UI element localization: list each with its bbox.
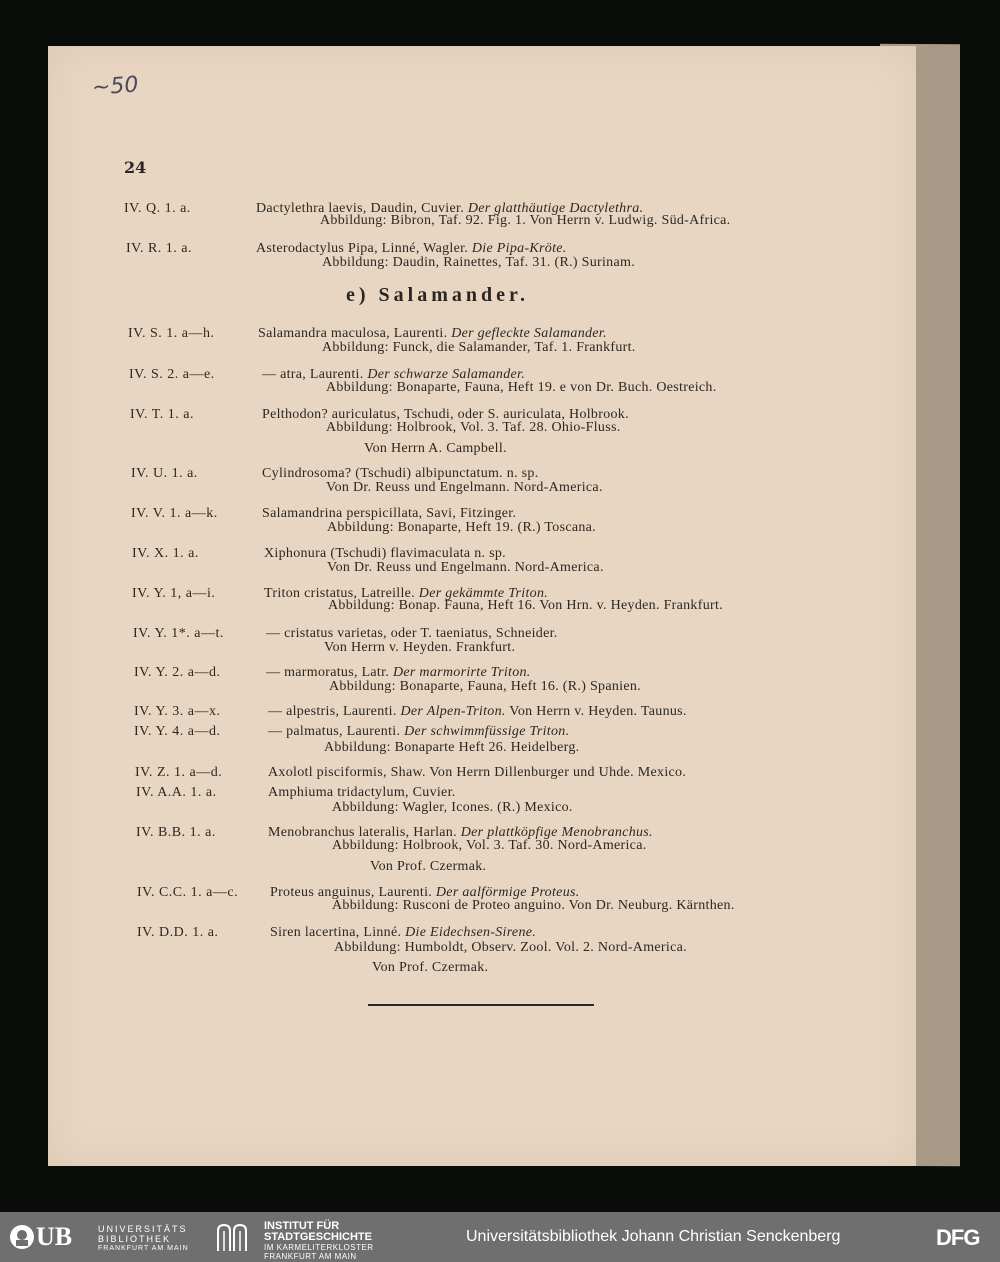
entry-code: IV. Y. 3. a—x. xyxy=(134,704,221,719)
entry-detail-line xyxy=(334,940,687,956)
entry-detail-line xyxy=(324,740,579,756)
dfg-logo: DFG xyxy=(936,1225,980,1250)
entry-species-line xyxy=(268,785,456,801)
entry-code: IV. Y. 2. a—d. xyxy=(134,665,221,680)
entry-code: IV. Q. 1. a. xyxy=(124,201,191,216)
entry-code: IV. D.D. 1. a. xyxy=(137,925,219,940)
footer-bar xyxy=(0,1212,1000,1262)
institute-logo-icon xyxy=(214,1221,254,1253)
entry-text: Abbildung: Wagler, Icones. (R.) Mexico. xyxy=(332,800,573,815)
entry-code: IV. C.C. 1. a—c. xyxy=(137,885,239,900)
entry-common-name: Der plattköpfige Menobranchus. xyxy=(460,825,653,840)
entry-common-name: Der schwarze Salamander. xyxy=(367,367,526,382)
entry-common-name: Der gekämmte Triton. xyxy=(418,586,549,601)
entry-text: Abbildung: Bonaparte, Heft 19. (R.) Toscana. xyxy=(327,520,596,535)
entry-code: IV. Y. 4. a—d. xyxy=(134,724,221,739)
entry-common-name: Der gefleckte Salamander. xyxy=(451,326,607,341)
entry-common-name: Die Eidechsen-Sirene. xyxy=(405,925,537,940)
entry-detail-line xyxy=(322,340,636,356)
entry-detail-line xyxy=(332,898,735,914)
institute-wordmark: INSTITUT FÜR STADTGESCHICHTE IM KARMELITERKLOSTER FRANKFURT AM MAIN xyxy=(264,1220,374,1261)
entry-text: — atra, Laurenti. xyxy=(262,367,364,382)
entry-detail-line xyxy=(328,598,723,614)
ub-mark: UB xyxy=(36,1222,73,1251)
entry-code: IV. A.A. 1. a. xyxy=(136,785,217,800)
entry-text: Cylindrosoma? (Tschudi) albipunctatum. n. sp. xyxy=(262,466,539,481)
entry-detail-line xyxy=(332,800,573,816)
entry-text: Von Prof. Czermak. xyxy=(370,859,487,874)
entry-text: Abbildung: Holbrook, Vol. 3. Taf. 28. Ohio-Fluss. xyxy=(326,420,621,435)
section-heading: e) Salamander. xyxy=(346,284,530,306)
entry-text: Menobranchus lateralis, Harlan. xyxy=(268,825,457,840)
entry-code: IV. X. 1. a. xyxy=(132,546,199,561)
entry-detail-line xyxy=(324,640,515,656)
entry-code: IV. R. 1. a. xyxy=(126,241,193,256)
entry-species-line xyxy=(268,765,686,781)
entry-detail-line xyxy=(326,480,603,496)
entry-text: Abbildung: Daudin, Rainettes, Taf. 31. (R.) Surinam. xyxy=(322,255,635,270)
entry-detail-line xyxy=(370,859,486,875)
entry-text: Von Dr. Reuss und Engelmann. Nord-America. xyxy=(327,560,604,575)
entry-code: IV. S. 2. a—e. xyxy=(129,367,215,382)
entry-text: Abbildung: Bonaparte, Fauna, Heft 19. e von Dr. Buch. Oestreich. xyxy=(326,380,717,395)
entry-text: Amphiuma tridactylum, Cuvier. xyxy=(268,785,456,800)
entry-text: Pelthodon? auriculatus, Tschudi, oder S. auriculata, Holbrook. xyxy=(262,407,629,422)
entry-text: Abbildung: Bonap. Fauna, Heft 16. Von Hrn. v. Heyden. Frankfurt. xyxy=(328,598,723,613)
entry-code: IV. Y. 1, a—i. xyxy=(132,586,216,601)
entry-species-line xyxy=(268,704,687,720)
entry-detail-line xyxy=(320,213,731,229)
entry-text: Asterodactylus Pipa, Linné, Wagler. xyxy=(256,241,469,256)
entry-source: Von Herrn v. Heyden. Taunus. xyxy=(509,704,687,719)
entry-text: Axolotl pisciformis, Shaw. Von Herrn Dillenburger und Uhde. Mexico. xyxy=(268,765,687,780)
entry-text: Abbildung: Funck, die Salamander, Taf. 1. Frankfurt. xyxy=(322,340,636,355)
entry-common-name: Der Alpen-Triton. xyxy=(400,704,506,719)
entry-common-name: Der schwimmfüssige Triton. xyxy=(404,724,570,739)
entry-code: IV. S. 1. a—h. xyxy=(128,326,215,341)
entry-text: Abbildung: Bonaparte Heft 26. Heidelberg. xyxy=(324,740,580,755)
entry-text: Xiphonura (Tschudi) flavimaculata n. sp. xyxy=(264,546,506,561)
entry-detail-line xyxy=(372,960,488,976)
entry-common-name: Der aalförmige Proteus. xyxy=(435,885,580,900)
entry-detail-line xyxy=(332,838,647,854)
entry-text: — marmoratus, Latr. xyxy=(266,665,390,680)
entry-common-name: Der glatthäutige Dactylethra. xyxy=(467,201,644,216)
entry-detail-line xyxy=(327,520,596,536)
closing-rule xyxy=(368,1004,594,1006)
entry-text: Abbildung: Holbrook, Vol. 3. Taf. 30. Nord-America. xyxy=(332,838,647,853)
entry-common-name: Die Pipa-Kröte. xyxy=(471,241,567,256)
entry-code: IV. Z. 1. a—d. xyxy=(135,765,223,780)
entry-code: IV. V. 1. a—k. xyxy=(131,506,218,521)
entry-text: Abbildung: Bonaparte, Fauna, Heft 16. (R.) Spanien. xyxy=(329,679,641,694)
pencil-annotation: ~50 xyxy=(91,72,140,101)
entry-text: Abbildung: Rusconi de Proteo anguino. Von Dr. Neuburg. Kärnthen. xyxy=(332,898,735,913)
entry-common-name: Der marmorirte Triton. xyxy=(392,665,531,680)
entry-code: IV. B.B. 1. a. xyxy=(136,825,216,840)
entry-species-line xyxy=(270,925,536,941)
entry-text: Abbildung: Bibron, Taf. 92. Fig. 1. Von Herrn v. Ludwig. Süd-Africa. xyxy=(320,213,731,228)
ub-wordmark: UNIVERSITÄTS BIBLIOTHEK FRANKFURT AM MAIN xyxy=(98,1224,189,1252)
entry-detail-line xyxy=(326,380,717,396)
entry-detail-line xyxy=(326,420,621,436)
entry-text: Von Prof. Czermak. xyxy=(372,960,489,975)
entry-text: Von Herrn v. Heyden. Frankfurt. xyxy=(324,640,516,655)
entry-code: IV. Y. 1*. a—t. xyxy=(133,626,224,641)
entry-text: Dactylethra laevis, Daudin, Cuvier. xyxy=(256,201,464,216)
entry-text: Abbildung: Humboldt, Observ. Zool. Vol. 2. Nord-America. xyxy=(334,940,687,955)
entry-text: Siren lacertina, Linné. xyxy=(270,925,402,940)
entry-species-line xyxy=(268,724,569,740)
entry-text: — palmatus, Laurenti. xyxy=(268,724,401,739)
entry-detail-line xyxy=(327,560,604,576)
entry-text: — cristatus varietas, oder T. taeniatus, Schneider. xyxy=(266,626,558,641)
entry-text: Salamandrina perspicillata, Savi, Fitzinger. xyxy=(262,506,517,521)
entry-text: Von Dr. Reuss und Engelmann. Nord-America. xyxy=(326,480,603,495)
entry-detail-line xyxy=(329,679,641,695)
entry-code: IV. T. 1. a. xyxy=(130,407,194,422)
library-name: Universitätsbibliothek Johann Christian Senckenberg xyxy=(466,1228,841,1245)
entry-text: Salamandra maculosa, Laurenti. xyxy=(258,326,448,341)
entry-text: Proteus anguinus, Laurenti. xyxy=(270,885,433,900)
entry-detail-line xyxy=(322,255,635,271)
entry-text: Triton cristatus, Latreille. xyxy=(264,586,415,601)
entry-text: Von Herrn A. Campbell. xyxy=(364,441,507,456)
entry-detail-line xyxy=(364,441,507,457)
page-number: 24 xyxy=(124,158,147,177)
entry-code: IV. U. 1. a. xyxy=(131,466,198,481)
entry-text: — alpestris, Laurenti. xyxy=(268,704,397,719)
